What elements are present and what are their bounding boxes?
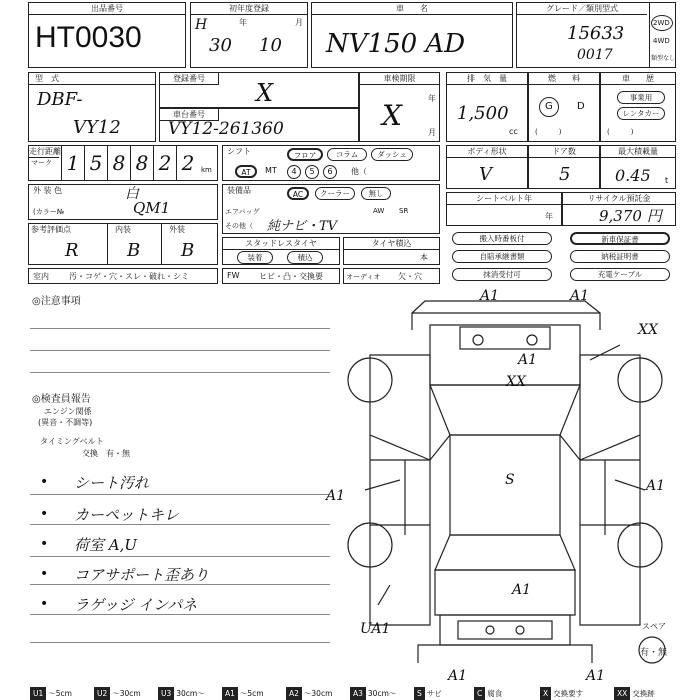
audio-box bbox=[343, 268, 440, 284]
legend-item bbox=[540, 687, 583, 700]
engine-sub: (異音・不調等) bbox=[38, 418, 93, 427]
legend-item bbox=[286, 687, 332, 700]
shift-label: シフト bbox=[227, 147, 251, 156]
equip-sr: SR bbox=[399, 207, 409, 215]
exterior-value: B bbox=[181, 240, 195, 261]
fw-box bbox=[222, 268, 340, 284]
equipment-label: 装備品 bbox=[227, 186, 251, 195]
legend-text: 30cm～ bbox=[367, 689, 397, 698]
legend-item bbox=[474, 687, 502, 700]
mileage-digit: 8 bbox=[130, 146, 153, 180]
bullet-dot: • bbox=[40, 474, 49, 490]
year-unit: 年 bbox=[239, 18, 247, 27]
shift-at: AT bbox=[235, 165, 257, 178]
car-name-label: 車 名 bbox=[312, 3, 512, 15]
legend-code: A1 bbox=[222, 687, 238, 700]
model-box bbox=[28, 72, 156, 142]
model-label: 型 式 bbox=[29, 73, 155, 85]
spare-value: 有・無 bbox=[640, 648, 668, 658]
rear-bumper-outline bbox=[440, 615, 570, 645]
doors-value: 5 bbox=[559, 164, 571, 185]
grade-label: グレード／類別型式 bbox=[517, 3, 647, 15]
legend-item bbox=[30, 687, 72, 700]
shift-gear-option: 4 bbox=[287, 165, 301, 179]
inspector-note: 荷室 A,U bbox=[74, 536, 138, 554]
registration-box bbox=[159, 72, 359, 108]
displacement-value: 1,500 bbox=[457, 103, 509, 124]
windshield bbox=[430, 385, 580, 435]
mileage-digit: 5 bbox=[84, 146, 107, 180]
shift-gear-option: 6 bbox=[323, 165, 337, 179]
spare-label: スペア bbox=[642, 622, 666, 631]
history-label: 車 歴 bbox=[601, 73, 675, 85]
legend-item bbox=[222, 687, 264, 700]
legend-text: ～5cm bbox=[48, 689, 72, 698]
bullet-dot: • bbox=[40, 506, 49, 522]
equip-aw: AW bbox=[373, 207, 385, 215]
inspection-box bbox=[359, 72, 440, 142]
exterior-color-label: 外 装 色 bbox=[33, 186, 63, 195]
shift-gear-option: 5 bbox=[305, 165, 319, 179]
body-type-box bbox=[446, 145, 528, 189]
legend-code: A3 bbox=[350, 687, 366, 700]
legend-item bbox=[614, 687, 655, 700]
legend-code: XX bbox=[614, 687, 630, 700]
body-outline bbox=[370, 355, 430, 625]
color-code: QM1 bbox=[133, 199, 171, 217]
equip-other: 純ナビ・TV bbox=[267, 219, 338, 234]
inspection-label: 車検期限 bbox=[360, 73, 439, 85]
mileage-digit: 2 bbox=[153, 146, 176, 180]
damage-mark: S bbox=[505, 472, 515, 488]
damage-mark: A1 bbox=[480, 288, 500, 304]
equip-cooler: クーラー bbox=[315, 187, 355, 200]
equipment-box bbox=[222, 184, 440, 234]
check-plate: 搬入時番板付 bbox=[452, 232, 552, 245]
inspector-note: ラゲッジ インパネ bbox=[74, 596, 198, 614]
seatbelt-year: 年 bbox=[545, 212, 553, 221]
drive-2wd: 2WD bbox=[653, 19, 670, 27]
legend-text: 交換跡 bbox=[632, 689, 655, 698]
check-deregister: 抹消受付可 bbox=[452, 268, 552, 281]
mileage-label: 走行距離 bbox=[29, 147, 61, 156]
chassis-label: 車台番号 bbox=[160, 109, 219, 121]
displacement-cc: cc bbox=[509, 127, 518, 136]
registration-value: X bbox=[256, 79, 274, 107]
front-bumper-outline bbox=[412, 301, 600, 330]
fuel-box bbox=[528, 72, 600, 142]
doors-label: ドア数 bbox=[529, 146, 599, 158]
timing-exchange: 交換 有・無 bbox=[82, 449, 130, 458]
fuel-g: G bbox=[545, 101, 553, 112]
lot-number: HT0030 bbox=[35, 21, 142, 54]
legend-text: サビ bbox=[426, 689, 442, 698]
shift-mt: MT bbox=[265, 166, 277, 175]
legend-code: U2 bbox=[94, 687, 110, 700]
damage-mark: A1 bbox=[326, 488, 346, 504]
legend-text: ～30cm bbox=[303, 689, 333, 698]
seatbelt-label: シートベルト年 bbox=[447, 193, 561, 205]
caution-title: ◎注意事項 bbox=[32, 296, 81, 307]
first-registration-label: 初年度登録 bbox=[191, 3, 307, 15]
era-prefix: H bbox=[195, 17, 208, 33]
lot-number-box bbox=[28, 2, 186, 68]
model-value-2: VY12 bbox=[73, 117, 121, 138]
model-value-1: DBF- bbox=[37, 89, 83, 110]
first-registration-box bbox=[190, 2, 308, 68]
history-paren: ( ) bbox=[607, 128, 634, 136]
inspection-year-unit: 年 bbox=[428, 94, 436, 103]
bullet-dot: • bbox=[40, 566, 49, 582]
capacity-value: 0.45 bbox=[615, 166, 651, 185]
studless-label: スタッドレスタイヤ bbox=[223, 238, 339, 250]
interior-label: 内装 bbox=[115, 225, 131, 234]
bullet-dot: • bbox=[40, 536, 49, 552]
shift-column: コラム bbox=[327, 148, 367, 161]
hood-outline bbox=[430, 325, 580, 385]
check-warranty: 新車保証書 bbox=[570, 232, 670, 245]
registration-label: 登録番号 bbox=[160, 73, 219, 85]
exterior-label: 外装 bbox=[169, 225, 185, 234]
history-rental: レンタカー bbox=[617, 107, 665, 120]
legend-text: ～5cm bbox=[239, 689, 264, 698]
bullet-dot: • bbox=[40, 596, 49, 612]
fw-items: ヒビ・凸・交換要 bbox=[259, 272, 323, 281]
damage-mark: A1 bbox=[586, 668, 606, 684]
tire-label: タイヤ積込 bbox=[344, 238, 439, 250]
body-type-label: ボディ形状 bbox=[447, 146, 527, 158]
inspector-title: ◎検査員報告 bbox=[32, 394, 91, 405]
damage-mark: A1 bbox=[448, 668, 468, 684]
studless-box bbox=[222, 237, 340, 265]
drive-2wd-circle bbox=[651, 15, 673, 31]
legend-item bbox=[158, 687, 205, 700]
seatbelt-box bbox=[446, 192, 562, 226]
equip-ac: AC bbox=[287, 187, 309, 200]
fuel-d: D bbox=[577, 101, 585, 112]
inspector-note: コアサポート歪あり bbox=[74, 566, 210, 584]
recycle-value: 9,370 円 bbox=[599, 207, 662, 225]
shift-dash: ダッシュ bbox=[371, 148, 413, 161]
inspection-month-unit: 月 bbox=[428, 128, 436, 137]
capacity-box bbox=[600, 145, 676, 189]
month-unit: 月 bbox=[295, 18, 303, 27]
mileage-digits bbox=[61, 146, 199, 180]
evaluation-box bbox=[28, 223, 218, 265]
doors-box bbox=[528, 145, 600, 189]
damage-mark: UA1 bbox=[360, 621, 391, 637]
inspection-value: X bbox=[382, 99, 402, 132]
legend-item bbox=[94, 687, 141, 700]
first-reg-month: 10 bbox=[259, 35, 282, 56]
recycle-label: リサイクル預託金 bbox=[563, 193, 675, 205]
legend-code: A2 bbox=[286, 687, 302, 700]
damage-mark: A1 bbox=[646, 478, 666, 494]
shift-other: 他（ bbox=[351, 167, 367, 176]
tire-box bbox=[343, 237, 440, 265]
eval-label: 参考評価点 bbox=[31, 225, 71, 234]
studless-load: 積込 bbox=[287, 251, 323, 264]
check-tax: 納税証明書 bbox=[570, 250, 670, 263]
mileage-digit: 1 bbox=[61, 146, 84, 180]
fuel-label: 燃 料 bbox=[529, 73, 599, 85]
legend-code: S bbox=[414, 687, 425, 700]
displacement-label: 排 気 量 bbox=[447, 73, 527, 85]
history-box bbox=[600, 72, 676, 142]
recycle-box bbox=[562, 192, 676, 226]
mileage-km: km bbox=[201, 166, 212, 174]
first-reg-year: 30 bbox=[209, 35, 232, 56]
lot-number-label: 出品番号 bbox=[29, 3, 185, 15]
rear-window bbox=[435, 535, 575, 570]
mileage-box bbox=[28, 145, 218, 181]
interior-value: B bbox=[127, 240, 141, 261]
studless-yes: 装着 bbox=[237, 251, 273, 264]
displacement-box bbox=[446, 72, 528, 142]
engine-label: エンジン関係 bbox=[44, 407, 92, 416]
legend-code: C bbox=[474, 687, 485, 700]
color-code-label: (カラー№ bbox=[33, 208, 65, 216]
legend-text: 交換要す bbox=[553, 689, 584, 698]
exterior-color-box bbox=[28, 184, 218, 220]
equip-other-label: その他（ bbox=[225, 222, 253, 230]
interior-condition-label: 室内 bbox=[33, 272, 49, 281]
fuel-paren: ( ) bbox=[535, 128, 562, 136]
timing-label: タイミングベルト bbox=[40, 437, 104, 446]
grade-box bbox=[516, 2, 676, 68]
capacity-label: 最大積載量 bbox=[601, 146, 675, 158]
shift-box bbox=[222, 145, 440, 181]
legend-text: 腐食 bbox=[487, 689, 503, 698]
inspector-note: シート汚れ bbox=[74, 474, 150, 492]
damage-mark: A1 bbox=[512, 582, 532, 598]
check-insurance: 自賠承継書類 bbox=[452, 250, 552, 263]
mileage-digit: 8 bbox=[107, 146, 130, 180]
mileage-digit: 2 bbox=[176, 146, 199, 180]
chassis-box bbox=[159, 108, 359, 142]
shift-floor: フロア bbox=[287, 148, 323, 161]
damage-mark: A1 bbox=[518, 352, 538, 368]
drive-4wd: 4WD bbox=[653, 37, 670, 45]
body-type-value: V bbox=[479, 164, 492, 185]
legend-code: X bbox=[540, 687, 551, 700]
inspector-note: カーペットキレ bbox=[74, 506, 179, 524]
chassis-value: VY12-261360 bbox=[168, 119, 284, 139]
history-business: 事業用 bbox=[617, 91, 665, 104]
car-name-box bbox=[311, 2, 513, 68]
fuel-g-circle bbox=[539, 97, 559, 117]
legend-code: U3 bbox=[158, 687, 174, 700]
damage-mark: XX bbox=[638, 322, 658, 338]
legend-item bbox=[350, 687, 396, 700]
damage-mark: A1 bbox=[570, 288, 590, 304]
legend-item bbox=[414, 687, 442, 700]
audio-label: オーディオ bbox=[346, 273, 381, 281]
check-cable: 充電ケーブル bbox=[570, 268, 670, 281]
meter-label: マーク bbox=[31, 159, 52, 167]
legend-text: ～30cm bbox=[112, 689, 141, 698]
legend-code: U1 bbox=[30, 687, 46, 700]
damage-mark: XX bbox=[506, 374, 526, 390]
interior-condition-items: 汚・コゲ・穴・スレ・破れ・シミ bbox=[69, 272, 189, 281]
tailgate bbox=[435, 570, 575, 615]
capacity-unit: t bbox=[665, 176, 669, 185]
grade-value-2: 0017 bbox=[577, 47, 613, 63]
equip-airbag: エアバッグ bbox=[225, 208, 260, 216]
tire-unit: 本 bbox=[420, 253, 428, 262]
drive-none: 類型なし bbox=[651, 55, 676, 62]
fw-label: FW bbox=[227, 271, 240, 280]
shift-gears bbox=[287, 165, 347, 179]
legend-text: 30cm～ bbox=[176, 689, 205, 698]
grade-value-1: 15633 bbox=[567, 23, 625, 44]
eval-value: R bbox=[65, 240, 79, 261]
exterior-color-value: 白 bbox=[125, 186, 139, 202]
equip-none: 無し bbox=[361, 187, 391, 200]
car-name: NV150 AD bbox=[326, 29, 466, 59]
interior-condition-box bbox=[28, 268, 218, 284]
audio-items: 欠・穴 bbox=[398, 272, 422, 281]
